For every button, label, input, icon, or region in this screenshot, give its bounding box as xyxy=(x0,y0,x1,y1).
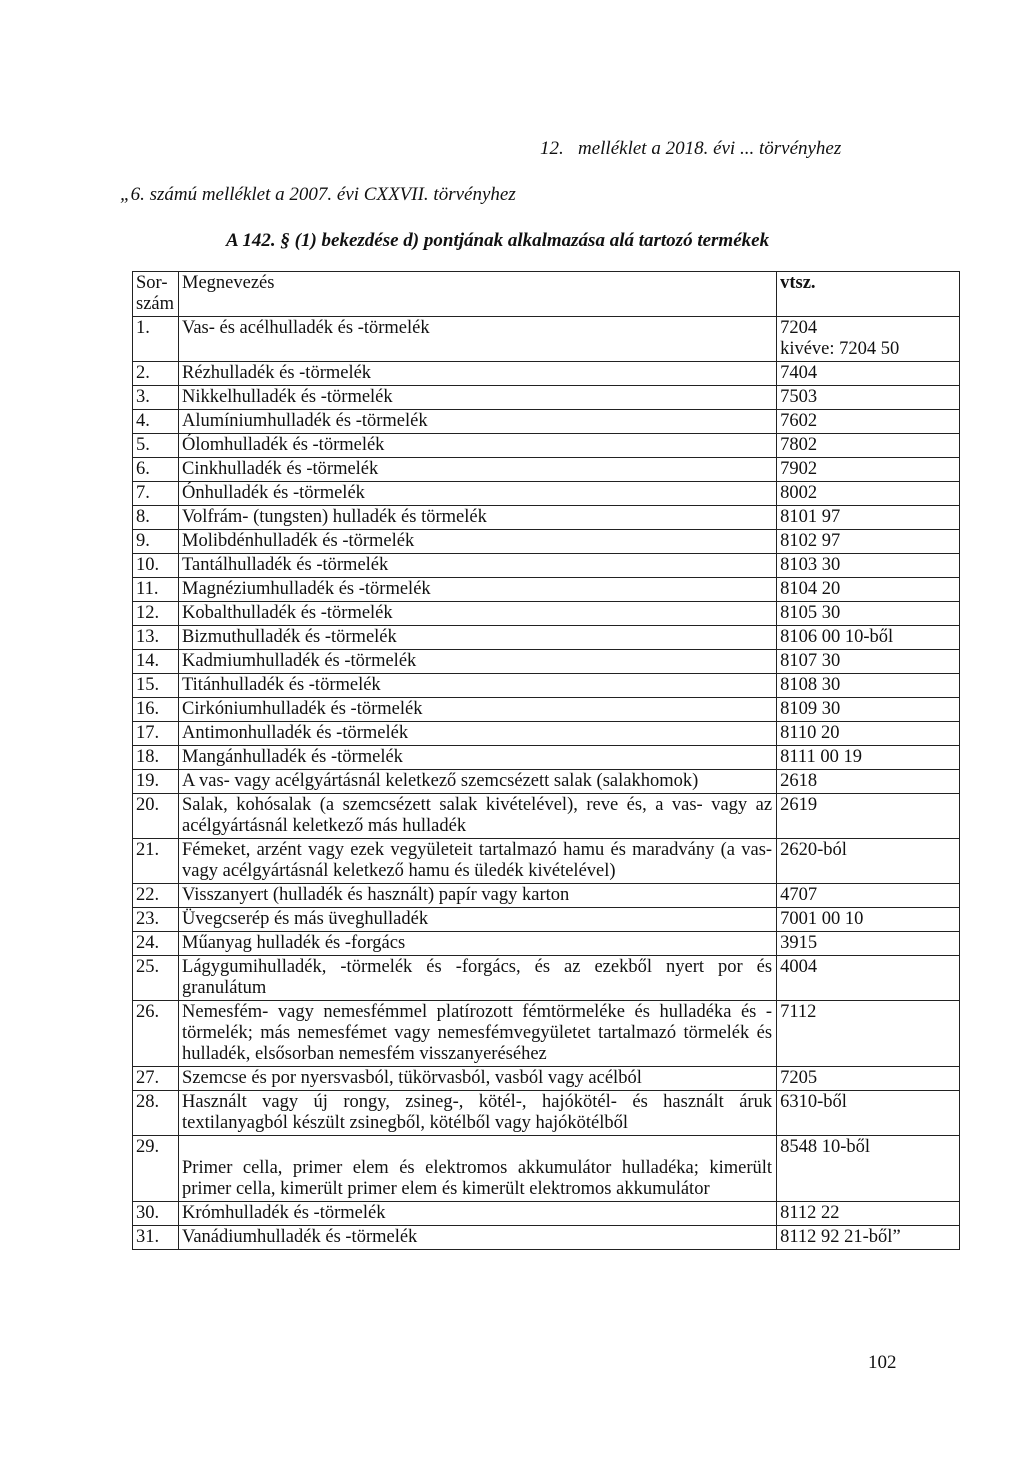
table-row xyxy=(133,674,960,698)
row-product-name: Szemcse és por nyersvasból, tükörvasból, vasból vagy acélból xyxy=(179,1067,777,1091)
table-row xyxy=(133,1091,960,1136)
row-tariff-code: 7112 xyxy=(777,1001,960,1067)
table-row xyxy=(133,554,960,578)
row-product-name: Salak, kohósalak (a szemcsézett salak kivételével), reve és, a vas- vagy az acélgyártásnál keletkező más hulladék xyxy=(179,794,777,839)
table-row xyxy=(133,794,960,839)
table-row xyxy=(133,839,960,884)
row-product-name: Üvegcserép és más üveghulladék xyxy=(179,908,777,932)
row-tariff-code: 8112 92 21-ből” xyxy=(777,1226,960,1250)
row-serial-number: 22. xyxy=(133,884,179,908)
row-product-name: Cinkhulladék és -törmelék xyxy=(179,458,777,482)
row-tariff-code: 8548 10-ből xyxy=(777,1136,960,1202)
table-row xyxy=(133,578,960,602)
row-serial-number: 14. xyxy=(133,650,179,674)
row-serial-number: 5. xyxy=(133,434,179,458)
row-product-name: Rézhulladék és -törmelék xyxy=(179,362,777,386)
table-row xyxy=(133,410,960,434)
row-product-name: Visszanyert (hulladék és használt) papír vagy karton xyxy=(179,884,777,908)
table-row xyxy=(133,626,960,650)
row-product-name: Lágygumihulladék, -törmelék és -forgács, és az ezekből nyert por és granulátum xyxy=(179,956,777,1001)
table-row xyxy=(133,884,960,908)
row-tariff-code: 7404 xyxy=(777,362,960,386)
row-tariff-code: 7204 kivéve: 7204 50 xyxy=(777,317,960,362)
row-product-name: Krómhulladék és -törmelék xyxy=(179,1202,777,1226)
row-tariff-code: 7001 00 10 xyxy=(777,908,960,932)
row-tariff-code: 7802 xyxy=(777,434,960,458)
row-tariff-code: 8105 30 xyxy=(777,602,960,626)
table-row xyxy=(133,386,960,410)
row-product-name: Műanyag hulladék és -forgács xyxy=(179,932,777,956)
row-product-name: Titánhulladék és -törmelék xyxy=(179,674,777,698)
row-serial-number: 13. xyxy=(133,626,179,650)
row-product-name: Fémeket, arzént vagy ezek vegyületeit tartalmazó hamu és maradvány (a vas- vagy acélgyártásnál keletkező hamu és üledék kivételével) xyxy=(179,839,777,884)
header-name: Megnevezés xyxy=(179,272,777,317)
table-row xyxy=(133,1001,960,1067)
table-row xyxy=(133,458,960,482)
row-serial-number: 16. xyxy=(133,698,179,722)
row-serial-number: 28. xyxy=(133,1091,179,1136)
header-right-annex-reference: 12. melléklet a 2018. évi ... törvényhez xyxy=(540,138,842,159)
table-row xyxy=(133,1202,960,1226)
table-row xyxy=(133,746,960,770)
row-serial-number: 31. xyxy=(133,1226,179,1250)
row-product-name: Mangánhulladék és -törmelék xyxy=(179,746,777,770)
row-product-name: Nemesfém- vagy nemesfémmel platírozott fémtörmeléke és hulladéka és -törmelék; más nemesfémet vagy nemesfémvegyületet tartalmazó törmelék és hulladék, elsősorban nemesfém visszanyeréséhez xyxy=(179,1001,777,1067)
row-tariff-code: 8108 30 xyxy=(777,674,960,698)
row-product-name: A vas- vagy acélgyártásnál keletkező szemcsézett salak (salakhomok) xyxy=(179,770,777,794)
row-tariff-code: 4707 xyxy=(777,884,960,908)
row-serial-number: 21. xyxy=(133,839,179,884)
header-tariff-code: vtsz. xyxy=(777,272,960,317)
header-serial-number: Sor- szám xyxy=(133,272,179,317)
row-product-name: Nikkelhulladék és -törmelék xyxy=(179,386,777,410)
row-product-name: Bizmuthulladék és -törmelék xyxy=(179,626,777,650)
row-tariff-code: 8111 00 19 xyxy=(777,746,960,770)
row-tariff-code: 2620-ból xyxy=(777,839,960,884)
row-serial-number: 26. xyxy=(133,1001,179,1067)
row-tariff-code: 8002 xyxy=(777,482,960,506)
row-serial-number: 2. xyxy=(133,362,179,386)
row-tariff-code: 2618 xyxy=(777,770,960,794)
row-product-name: Kobalthulladék és -törmelék xyxy=(179,602,777,626)
row-tariff-code: 2619 xyxy=(777,794,960,839)
row-serial-number: 9. xyxy=(133,530,179,554)
row-product-name: Antimonhulladék és -törmelék xyxy=(179,722,777,746)
row-product-name: Cirkóniumhulladék és -törmelék xyxy=(179,698,777,722)
table-body xyxy=(133,317,960,1250)
row-serial-number: 3. xyxy=(133,386,179,410)
row-serial-number: 7. xyxy=(133,482,179,506)
table-row xyxy=(133,770,960,794)
row-tariff-code: 8106 00 10-ből xyxy=(777,626,960,650)
row-serial-number: 15. xyxy=(133,674,179,698)
table-row xyxy=(133,317,960,362)
row-serial-number: 20. xyxy=(133,794,179,839)
table-row xyxy=(133,1226,960,1250)
header-left-annex-reference: „6. számú melléklet a 2007. évi CXXVII. törvényhez xyxy=(120,184,516,205)
row-serial-number: 24. xyxy=(133,932,179,956)
row-serial-number: 29. xyxy=(133,1136,179,1202)
table-header-row xyxy=(133,272,960,317)
table-row xyxy=(133,1136,960,1202)
row-serial-number: 19. xyxy=(133,770,179,794)
table-row xyxy=(133,932,960,956)
row-product-name: Vanádiumhulladék és -törmelék xyxy=(179,1226,777,1250)
row-tariff-code: 8103 30 xyxy=(777,554,960,578)
row-product-name: Molibdénhulladék és -törmelék xyxy=(179,530,777,554)
table-row xyxy=(133,530,960,554)
row-serial-number: 25. xyxy=(133,956,179,1001)
table-row xyxy=(133,434,960,458)
table-row xyxy=(133,602,960,626)
row-product-name: Használt vagy új rongy, zsineg-, kötél-, hajókötél- és használt áruk textilanyagból készült zsinegből, kötélből vagy hajókötélből xyxy=(179,1091,777,1136)
row-tariff-code: 4004 xyxy=(777,956,960,1001)
row-serial-number: 23. xyxy=(133,908,179,932)
row-tariff-code: 7205 xyxy=(777,1067,960,1091)
row-tariff-code: 8110 20 xyxy=(777,722,960,746)
row-serial-number: 6. xyxy=(133,458,179,482)
table-row xyxy=(133,650,960,674)
table-row xyxy=(133,482,960,506)
table-row xyxy=(133,956,960,1001)
page-number: 102 xyxy=(868,1352,897,1373)
row-serial-number: 27. xyxy=(133,1067,179,1091)
table-row xyxy=(133,1067,960,1091)
row-serial-number: 1. xyxy=(133,317,179,362)
table-row xyxy=(133,908,960,932)
row-serial-number: 4. xyxy=(133,410,179,434)
table-row xyxy=(133,506,960,530)
table-row xyxy=(133,698,960,722)
table-row xyxy=(133,722,960,746)
row-product-name: Kadmiumhulladék és -törmelék xyxy=(179,650,777,674)
row-serial-number: 12. xyxy=(133,602,179,626)
row-tariff-code: 8107 30 xyxy=(777,650,960,674)
table-row xyxy=(133,362,960,386)
row-tariff-code: 8109 30 xyxy=(777,698,960,722)
row-serial-number: 18. xyxy=(133,746,179,770)
row-serial-number: 30. xyxy=(133,1202,179,1226)
row-serial-number: 10. xyxy=(133,554,179,578)
products-table xyxy=(132,271,960,1250)
row-serial-number: 11. xyxy=(133,578,179,602)
row-product-name: Volfrám- (tungsten) hulladék és törmelék xyxy=(179,506,777,530)
row-tariff-code: 8112 22 xyxy=(777,1202,960,1226)
row-product-name: Tantálhulladék és -törmelék xyxy=(179,554,777,578)
row-tariff-code: 8101 97 xyxy=(777,506,960,530)
row-tariff-code: 8104 20 xyxy=(777,578,960,602)
document-title: A 142. § (1) bekezdése d) pontjának alkalmazása alá tartozó termékek xyxy=(226,230,770,251)
row-tariff-code: 7503 xyxy=(777,386,960,410)
row-product-name: Alumíniumhulladék és -törmelék xyxy=(179,410,777,434)
row-serial-number: 8. xyxy=(133,506,179,530)
row-tariff-code: 7902 xyxy=(777,458,960,482)
row-product-name: Ónhulladék és -törmelék xyxy=(179,482,777,506)
row-product-name: Vas- és acélhulladék és -törmelék xyxy=(179,317,777,362)
row-serial-number: 17. xyxy=(133,722,179,746)
row-tariff-code: 3915 xyxy=(777,932,960,956)
row-product-name: Ólomhulladék és -törmelék xyxy=(179,434,777,458)
row-tariff-code: 8102 97 xyxy=(777,530,960,554)
row-tariff-code: 7602 xyxy=(777,410,960,434)
row-tariff-code: 6310-ből xyxy=(777,1091,960,1136)
row-product-name: Magnéziumhulladék és -törmelék xyxy=(179,578,777,602)
row-product-name: Primer cella, primer elem és elektromos akkumulátor hulladéka; kimerült primer cella, kimerült primer elem és kimerült elektromos akkumulátor xyxy=(179,1136,777,1202)
